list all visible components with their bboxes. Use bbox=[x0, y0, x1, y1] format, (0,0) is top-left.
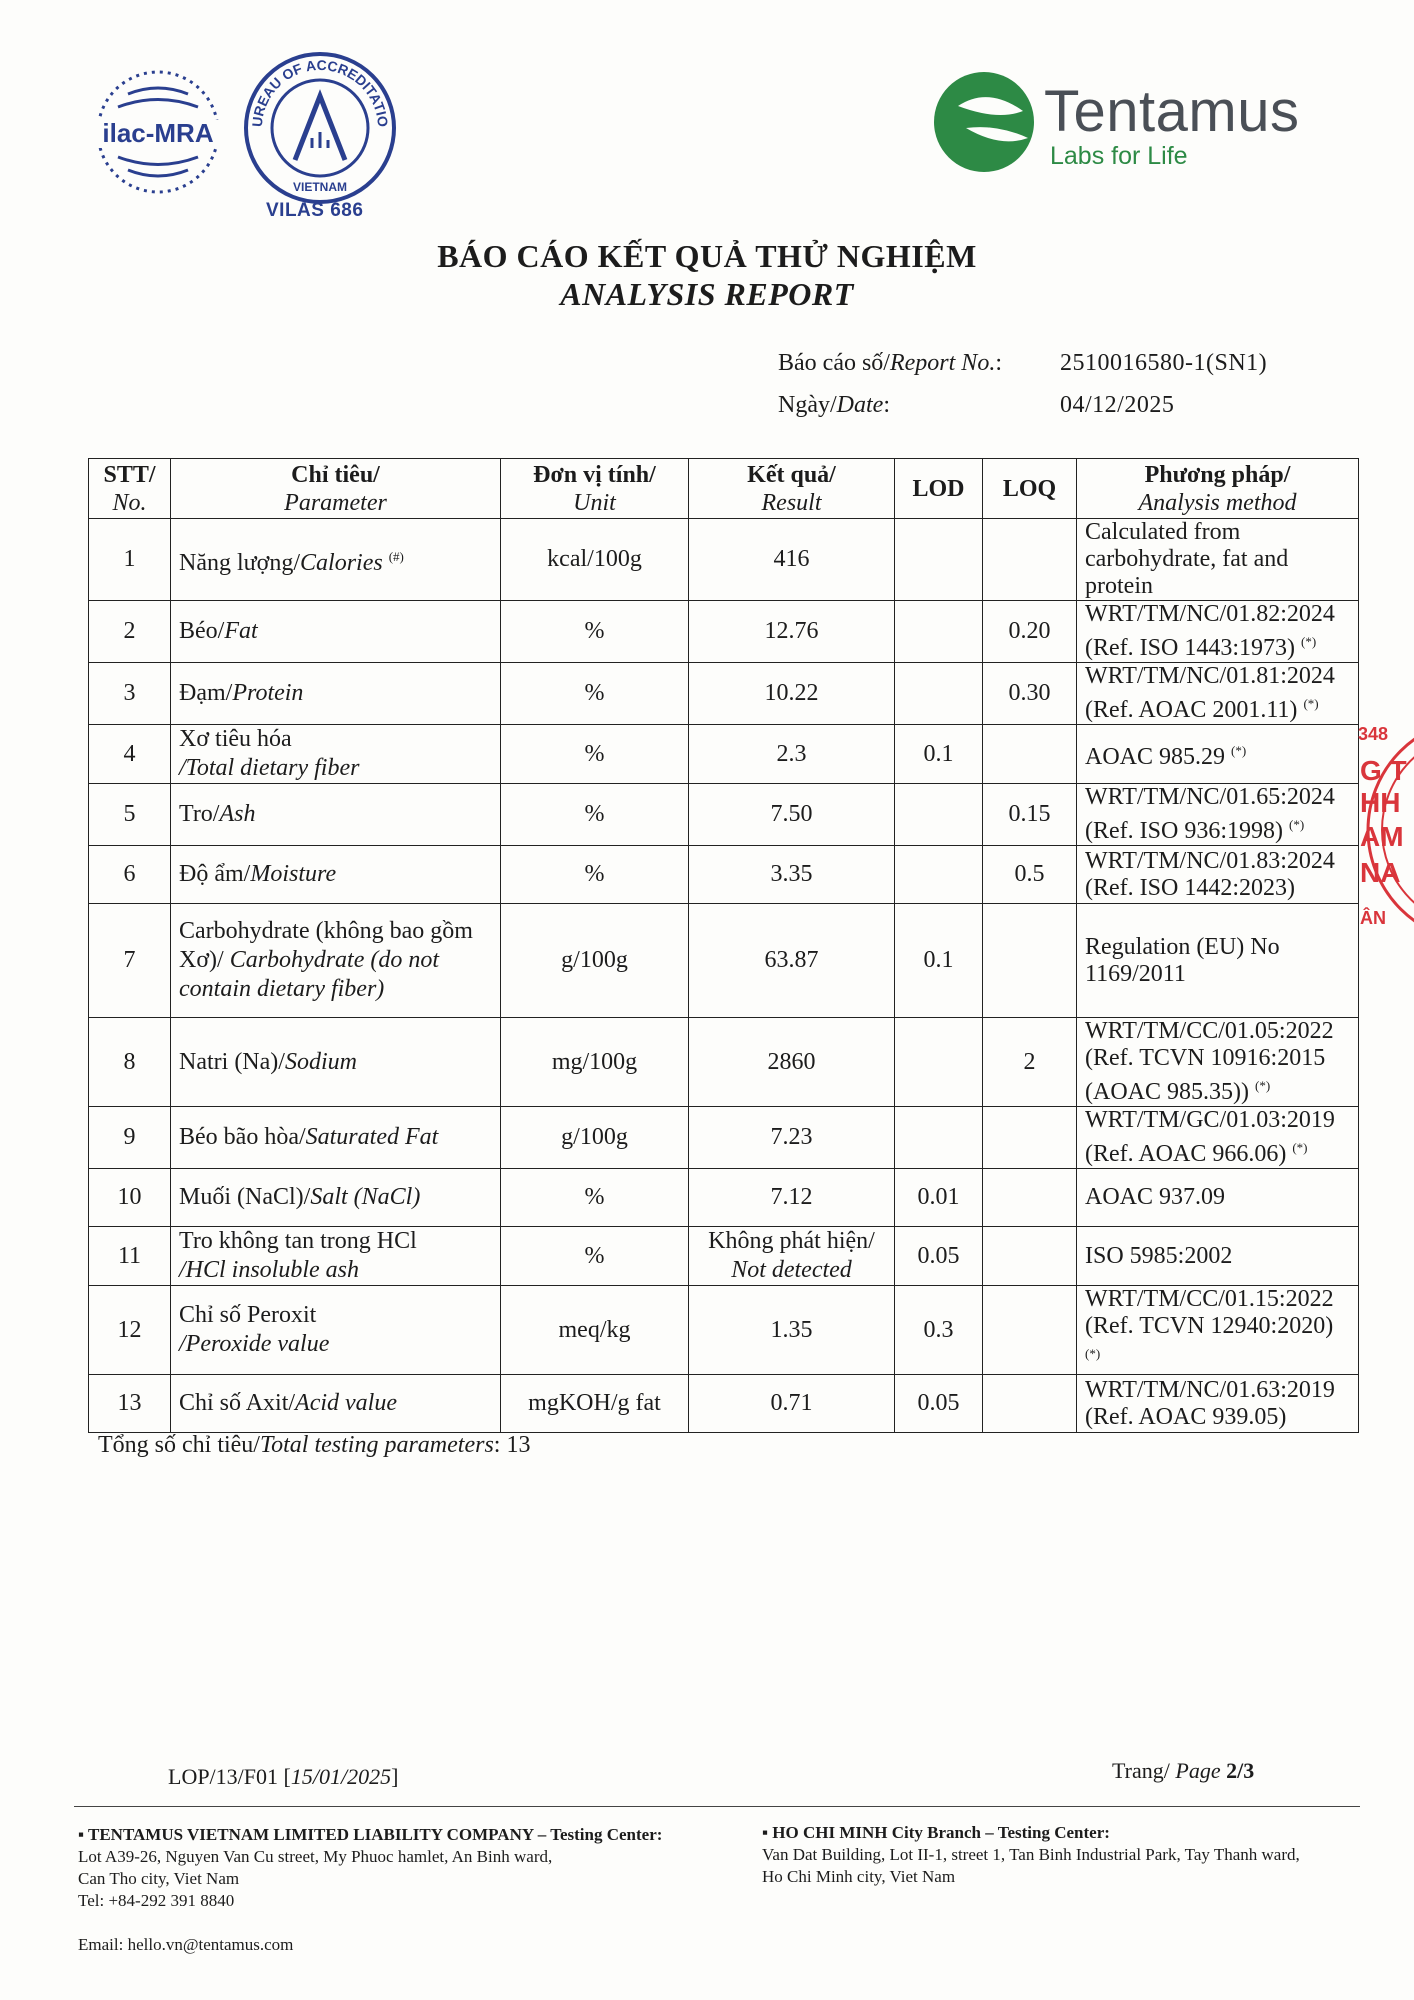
footer-email: Email: hello.vn@tentamus.com bbox=[78, 1935, 294, 1954]
cell-parameter: Carbohydrate (không bao gồm Xơ)/ Carbohydrate (do not contain dietary fiber) bbox=[171, 904, 501, 1018]
cell-method: WRT/TM/NC/01.65:2024 (Ref. ISO 936:1998) (*) bbox=[1077, 784, 1359, 846]
cell-unit: g/100g bbox=[501, 904, 689, 1018]
cell-method: WRT/TM/CC/01.05:2022 (Ref. TCVN 10916:2015 (AOAC 985.35)) (*) bbox=[1077, 1018, 1359, 1107]
table-row bbox=[89, 1227, 1359, 1286]
cell-unit: % bbox=[501, 1169, 689, 1227]
cell-no: 12 bbox=[89, 1286, 171, 1375]
stamp-text: 348 bbox=[1358, 724, 1389, 744]
cell-parameter: Natri (Na)/Sodium bbox=[171, 1018, 501, 1107]
table-row bbox=[89, 1375, 1359, 1433]
bureau-accreditation-seal bbox=[240, 48, 400, 208]
cell-method: WRT/TM/NC/01.82:2024 (Ref. ISO 1443:1973) (*) bbox=[1077, 601, 1359, 663]
cell-loq: 0.5 bbox=[983, 846, 1077, 904]
footer-left-line: Lot A39-26, Nguyen Van Cu street, My Phuoc hamlet, An Binh ward, bbox=[78, 1847, 553, 1866]
date-label: Ngày/Date: bbox=[778, 392, 890, 418]
cell-no: 9 bbox=[89, 1107, 171, 1169]
cell-lod bbox=[895, 784, 983, 846]
cell-loq: 0.20 bbox=[983, 601, 1077, 663]
footer-right-line: Ho Chi Minh city, Viet Nam bbox=[762, 1867, 956, 1886]
stamp-text: HH bbox=[1360, 787, 1401, 818]
table-row bbox=[89, 904, 1359, 1018]
footer-company-info bbox=[78, 1824, 758, 1956]
cell-method: AOAC 985.29 (*) bbox=[1077, 725, 1359, 784]
cell-result: 7.23 bbox=[689, 1107, 895, 1169]
header-result: Kết quả/ Result bbox=[689, 459, 895, 519]
cell-lod bbox=[895, 1018, 983, 1107]
cell-result: 2.3 bbox=[689, 725, 895, 784]
cell-parameter: Xơ tiêu hóa /Total dietary fiber bbox=[171, 725, 501, 784]
cell-loq bbox=[983, 1375, 1077, 1433]
cell-lod bbox=[895, 1107, 983, 1169]
table-row bbox=[89, 1018, 1359, 1107]
cell-loq bbox=[983, 1286, 1077, 1375]
form-code: LOP/13/F01 [15/01/2025] bbox=[168, 1764, 399, 1789]
report-title-en: ANALYSIS REPORT bbox=[560, 276, 854, 312]
header-lod: LOD bbox=[895, 459, 983, 519]
cell-unit: % bbox=[501, 846, 689, 904]
cell-unit: g/100g bbox=[501, 1107, 689, 1169]
cell-parameter: Béo bão hòa/Saturated Fat bbox=[171, 1107, 501, 1169]
cell-lod: 0.01 bbox=[895, 1169, 983, 1227]
footer-divider bbox=[74, 1806, 1360, 1807]
cell-unit: mg/100g bbox=[501, 1018, 689, 1107]
header-unit: Đơn vị tính/ Unit bbox=[501, 459, 689, 519]
report-no-label: Báo cáo số/Report No.: bbox=[778, 350, 1002, 376]
cell-result: Không phát hiện/ Not detected bbox=[689, 1227, 895, 1286]
table-row bbox=[89, 601, 1359, 663]
cell-parameter: Béo/Fat bbox=[171, 601, 501, 663]
footer-left-line: Can Tho city, Viet Nam bbox=[78, 1869, 240, 1888]
cell-lod bbox=[895, 519, 983, 601]
cell-result: 2860 bbox=[689, 1018, 895, 1107]
cell-method: WRT/TM/NC/01.81:2024 (Ref. AOAC 2001.11) (*) bbox=[1077, 663, 1359, 725]
header-method: Phương pháp/ Analysis method bbox=[1077, 459, 1359, 519]
table-header-row bbox=[89, 459, 1359, 519]
cell-parameter: Đạm/Protein bbox=[171, 663, 501, 725]
cell-lod bbox=[895, 846, 983, 904]
cell-parameter: Tro không tan trong HCl /HCl insoluble ash bbox=[171, 1227, 501, 1286]
stamp-text: ÂN bbox=[1360, 908, 1386, 928]
header-loq: LOQ bbox=[983, 459, 1077, 519]
cell-unit: mgKOH/g fat bbox=[501, 1375, 689, 1433]
cell-lod: 0.05 bbox=[895, 1227, 983, 1286]
cell-lod: 0.3 bbox=[895, 1286, 983, 1375]
tentamus-leaf-icon bbox=[928, 66, 1038, 176]
cell-parameter: Chỉ số Peroxit /Peroxide value bbox=[171, 1286, 501, 1375]
footer-left-line: Tel: +84-292 391 8840 bbox=[78, 1891, 235, 1910]
cell-unit: % bbox=[501, 1227, 689, 1286]
cell-unit: kcal/100g bbox=[501, 519, 689, 601]
cell-method: Regulation (EU) No 1169/2011 bbox=[1077, 904, 1359, 1018]
cell-method: Calculated from carbohydrate, fat and protein bbox=[1077, 519, 1359, 601]
table-row bbox=[89, 725, 1359, 784]
footer-left-heading: ▪ TENTAMUS VIETNAM LIMITED LIABILITY COMPANY – Testing Center: bbox=[78, 1825, 663, 1844]
cell-no: 8 bbox=[89, 1018, 171, 1107]
table-row bbox=[89, 846, 1359, 904]
svg-text:ilac-MRA: ilac-MRA bbox=[102, 118, 214, 148]
cell-loq: 0.30 bbox=[983, 663, 1077, 725]
analysis-table bbox=[88, 458, 1359, 1433]
cell-lod: 0.1 bbox=[895, 904, 983, 1018]
cell-result: 10.22 bbox=[689, 663, 895, 725]
cell-result: 7.50 bbox=[689, 784, 895, 846]
cell-lod: 0.05 bbox=[895, 1375, 983, 1433]
cell-method: WRT/TM/NC/01.83:2024 (Ref. ISO 1442:2023) bbox=[1077, 846, 1359, 904]
total-parameters: Tổng số chỉ tiêu/Total testing parameters: 13 bbox=[98, 1432, 531, 1458]
cell-lod: 0.1 bbox=[895, 725, 983, 784]
cell-method: WRT/TM/CC/01.15:2022 (Ref. TCVN 12940:2020) (*) bbox=[1077, 1286, 1359, 1375]
cell-parameter: Năng lượng/Calories (#) bbox=[171, 519, 501, 601]
cell-unit: % bbox=[501, 601, 689, 663]
cell-unit: % bbox=[501, 663, 689, 725]
brand-name: Tentamus bbox=[1044, 79, 1300, 144]
report-title-vn: BÁO CÁO KẾT QUẢ THỬ NGHIỆM bbox=[437, 238, 977, 274]
svg-text:BUREAU OF ACCREDITATION: UREAU OF ACCREDITATIO bbox=[248, 56, 392, 128]
cell-result: 416 bbox=[689, 519, 895, 601]
cell-result: 63.87 bbox=[689, 904, 895, 1018]
report-no-value: 2510016580-1(SN1) bbox=[1060, 350, 1268, 376]
cell-loq bbox=[983, 904, 1077, 1018]
cell-lod bbox=[895, 601, 983, 663]
cell-no: 11 bbox=[89, 1227, 171, 1286]
footer-right-line: Van Dat Building, Lot II-1, street 1, Tan Binh Industrial Park, Tay Thanh ward, bbox=[762, 1845, 1300, 1864]
cell-no: 1 bbox=[89, 519, 171, 601]
cell-result: 3.35 bbox=[689, 846, 895, 904]
cell-no: 2 bbox=[89, 601, 171, 663]
cell-lod bbox=[895, 663, 983, 725]
table-row bbox=[89, 1169, 1359, 1227]
brand-tagline: Labs for Life bbox=[1050, 142, 1188, 170]
cell-result: 7.12 bbox=[689, 1169, 895, 1227]
red-stamp-partial bbox=[1350, 700, 1414, 960]
cell-loq bbox=[983, 1107, 1077, 1169]
table-row bbox=[89, 1107, 1359, 1169]
cell-parameter: Độ ẩm/Moisture bbox=[171, 846, 501, 904]
svg-text:VIETNAM: VIETNAM bbox=[293, 180, 347, 194]
cell-loq bbox=[983, 1169, 1077, 1227]
footer-branch-info bbox=[762, 1822, 1382, 1888]
cell-method: ISO 5985:2002 bbox=[1077, 1227, 1359, 1286]
cell-result: 1.35 bbox=[689, 1286, 895, 1375]
cell-no: 6 bbox=[89, 846, 171, 904]
cell-loq: 2 bbox=[983, 1018, 1077, 1107]
cell-result: 0.71 bbox=[689, 1375, 895, 1433]
cell-loq bbox=[983, 725, 1077, 784]
cell-parameter: Tro/Ash bbox=[171, 784, 501, 846]
header-stt: STT/ No. bbox=[89, 459, 171, 519]
header-parameter: Chỉ tiêu/ Parameter bbox=[171, 459, 501, 519]
cell-unit: % bbox=[501, 725, 689, 784]
cell-method: WRT/TM/NC/01.63:2019 (Ref. AOAC 939.05) bbox=[1077, 1375, 1359, 1433]
ilac-mra-logo bbox=[78, 52, 238, 212]
stamp-text: NA bbox=[1360, 857, 1401, 888]
table-row bbox=[89, 663, 1359, 725]
cell-loq: 0.15 bbox=[983, 784, 1077, 846]
table-row bbox=[89, 1286, 1359, 1375]
date-value: 04/12/2025 bbox=[1060, 392, 1175, 418]
cell-no: 10 bbox=[89, 1169, 171, 1227]
cell-no: 4 bbox=[89, 725, 171, 784]
cell-no: 7 bbox=[89, 904, 171, 1018]
cell-parameter: Chỉ số Axit/Acid value bbox=[171, 1375, 501, 1433]
cell-loq bbox=[983, 519, 1077, 601]
cell-no: 5 bbox=[89, 784, 171, 846]
cell-method: WRT/TM/GC/01.03:2019 (Ref. AOAC 966.06) (*) bbox=[1077, 1107, 1359, 1169]
cell-loq bbox=[983, 1227, 1077, 1286]
cell-result: 12.76 bbox=[689, 601, 895, 663]
cell-method: AOAC 937.09 bbox=[1077, 1169, 1359, 1227]
cell-no: 13 bbox=[89, 1375, 171, 1433]
cell-unit: meq/kg bbox=[501, 1286, 689, 1375]
cell-unit: % bbox=[501, 784, 689, 846]
cell-no: 3 bbox=[89, 663, 171, 725]
table-row bbox=[89, 784, 1359, 846]
cell-parameter: Muối (NaCl)/Salt (NaCl) bbox=[171, 1169, 501, 1227]
footer-right-heading: ▪ HO CHI MINH City Branch – Testing Center: bbox=[762, 1823, 1110, 1842]
stamp-text: G T bbox=[1360, 755, 1407, 786]
table-row bbox=[89, 519, 1359, 601]
stamp-text: AM bbox=[1360, 821, 1404, 852]
page-number: Trang/ Page 2/3 bbox=[1112, 1758, 1255, 1783]
vilas-code: VILAS 686 bbox=[266, 200, 364, 221]
